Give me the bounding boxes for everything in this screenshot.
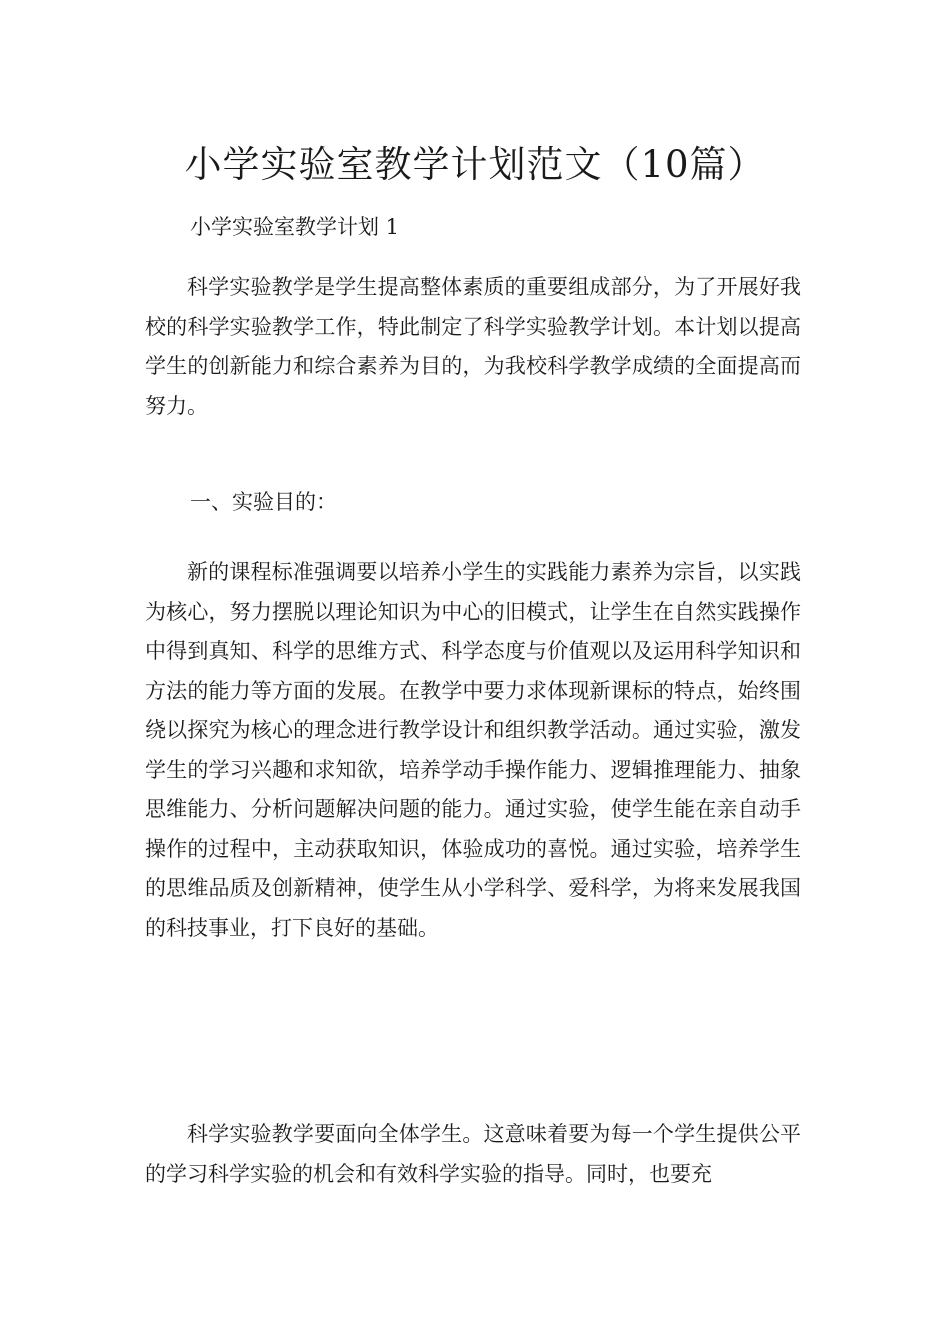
document-title: 小学实验室教学计划范文（10篇） <box>184 143 766 186</box>
paragraph-3: 科学实验教学要面向全体学生。这意味着要为每一个学生提供公平的学习科学实验的机会和有效科学实验的指导。同时，也要充 <box>145 1122 801 1186</box>
paragraph-2: 新的课程标准强调要以培养小学生的实践能力素养为宗旨，以实践为核心，努力摆脱以理论知识为中心的旧模式，让学生在自然实践操作中得到真知、科学的思维方式、科学态度与价值观以及运用科学知识和方法的能力等方面的发展。在教学中要力求体现新课标的特点，始终围绕以探究为核心的理念进行教学设计和组织教学活动。通过实验，激发学生的学习兴趣和求知欲，培养学动手操作能力、逻辑推理能力、抽象思维能力、分析问题解决问题的能力。通过实验，使学生能在亲自动手操作的过程中，主动获取知识，体验成功的喜悦。通过实验，培养学生的思维品质及创新精神，使学生从小学科学、爱科学，为将来发展我国的科技事业，打下良好的基础。 <box>145 560 801 940</box>
section-heading-block <box>190 483 337 523</box>
paragraph-block-3 <box>145 1115 801 1194</box>
paragraph-block-1 <box>145 268 801 426</box>
section-heading-1: 一、实验目的： <box>190 490 337 514</box>
paragraph-block-2 <box>145 553 801 948</box>
paragraph-1: 科学实验教学是学生提高整体素质的重要组成部分，为了开展好我校的科学实验教学工作，特此制定了科学实验教学计划。本计划以提高学生的创新能力和综合素养为目的，为我校科学教学成绩的全面提高而努力。 <box>145 275 801 418</box>
document-subtitle: 小学实验室教学计划 1 <box>190 215 400 239</box>
